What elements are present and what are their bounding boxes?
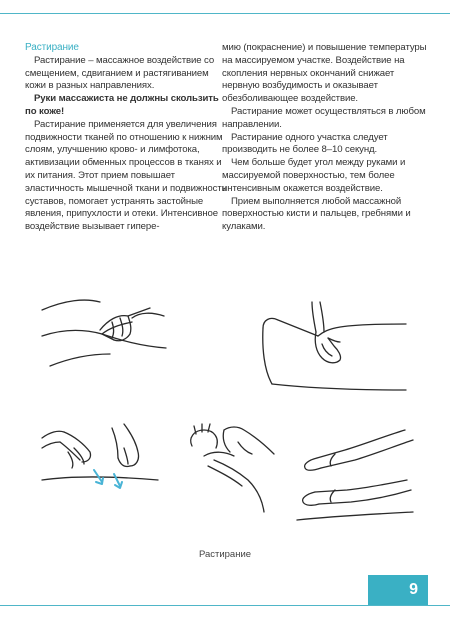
- paragraph-direction: Растирание может осуществляться в любом направлении.: [222, 105, 426, 130]
- page-number: 9: [409, 581, 418, 598]
- warning-text: Руки массажиста не должны скользить по коже!: [25, 93, 219, 117]
- illustration-shoulder-rubbing: [258, 298, 408, 398]
- illustration-head-rubbing: [184, 420, 284, 515]
- top-rule: [0, 13, 450, 14]
- paragraph-technique: Прием выполняется любой массажной поверхностью кисти и пальцев, гребнями и кулаками.: [222, 195, 411, 233]
- paragraph-continuation: мию (покраснение) и повышение температуры на массируемом участке. Воздействие на скопления нервных окончаний снижает нервную возбудимость и оказывает обезболивающее воздействие.: [222, 42, 427, 105]
- page-number-tab: [368, 575, 428, 605]
- illustration-back-rubbing: [40, 288, 170, 368]
- paragraph-purpose: Растирание применяется для увеличения подвижности тканей по отношению к нижним слоям, улучшению крово- и лимфотока, активизации обменных процессов в тканях и их питания. Этот прием повышает эластичность мышечной ткани и подвижность суставов, помогает устранять застойные явления, припухлости и отеки. Интенсивное воздействие вызывает гипере-: [25, 118, 227, 233]
- paragraph-duration: Растирание одного участка следует производить не более 8–10 секунд.: [222, 131, 388, 156]
- bottom-rule: [0, 605, 450, 606]
- right-column: [222, 42, 429, 234]
- figure-caption: Растирание: [198, 549, 252, 560]
- paragraph-angle: Чем больше будет угол между руками и массируемой поверхностью, тем более интенсивным окажется воздействие.: [222, 157, 406, 194]
- left-column: [25, 42, 230, 234]
- illustration-parallel-hands: [295, 428, 415, 523]
- section-title: Растирание: [25, 42, 79, 53]
- paragraph-definition: Растирание – массажное воздействие со смещением, сдвиганием и растягиванием кожи в разных направлениях.: [25, 54, 215, 92]
- illustration-two-hands-arrows: [40, 418, 160, 498]
